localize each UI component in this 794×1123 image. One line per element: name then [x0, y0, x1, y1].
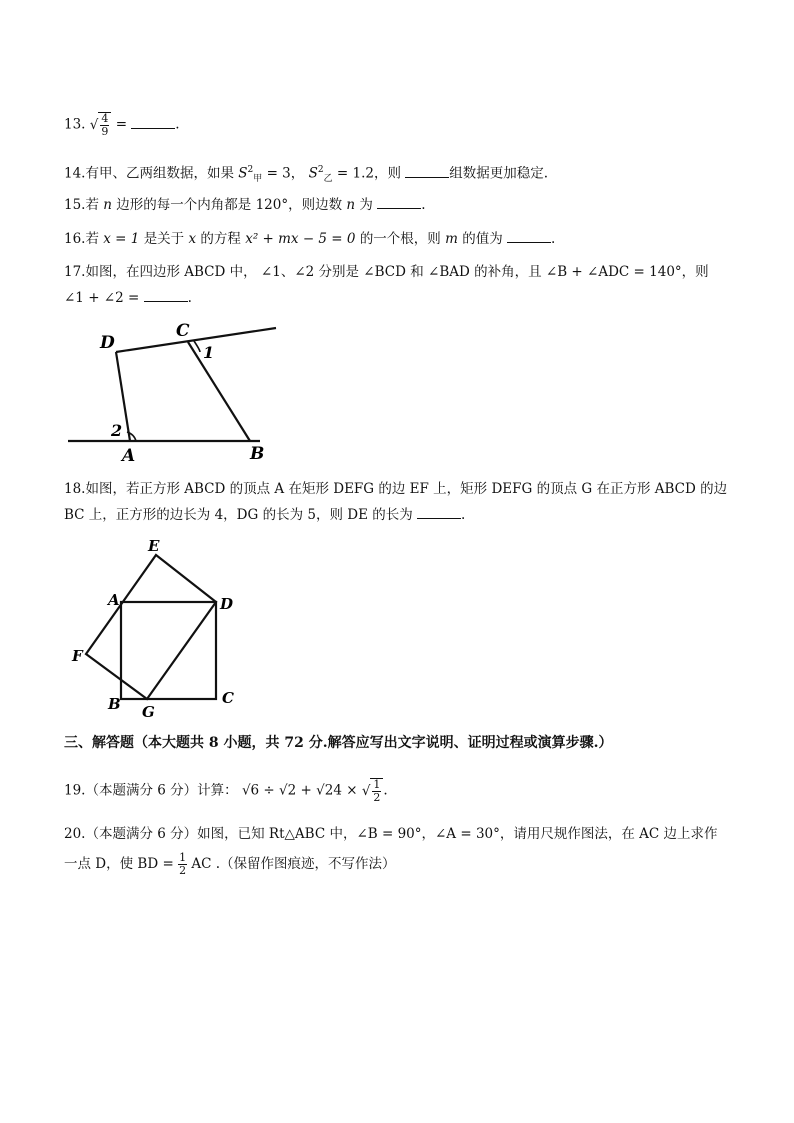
answer-blank[interactable]: [131, 114, 175, 129]
variance-exponent: 2: [247, 165, 254, 175]
label-angle-2: 2: [111, 421, 123, 440]
question-text: 一点 D，使 BD =: [64, 856, 174, 872]
side-cb: [188, 342, 250, 441]
label-a: A: [108, 591, 120, 609]
question-text-mid: 是关于: [143, 231, 185, 247]
fraction-numerator: 1: [179, 851, 187, 864]
label-f: F: [72, 647, 83, 665]
rectangle-defg: [86, 555, 216, 699]
question-text-end: AC .（保留作图痕迹，不写作法）: [191, 856, 396, 872]
answer-blank[interactable]: [417, 504, 461, 519]
question-text-end: 的值为: [462, 231, 503, 247]
question-text: 15.若: [64, 197, 99, 213]
radical-expression: √6 ÷ √2 + √24 ×: [241, 782, 358, 799]
fraction-denominator: 2: [373, 791, 381, 804]
answer-blank[interactable]: [377, 194, 421, 209]
variable-m: m: [445, 231, 458, 247]
question-text: 14.有甲、乙两组数据，如果: [64, 165, 234, 182]
equals-sign: =: [115, 116, 127, 133]
question-text-end: 为: [359, 197, 373, 213]
variance-value-1: = 3，: [266, 165, 305, 182]
question-17-line-1: 17.如图，在四边形 ABCD 中， ∠1、∠2 分别是 ∠BCD 和 ∠BAD 的补角，且 ∠B + ∠ADC = 140°，则: [64, 264, 709, 280]
variance-symbol: S: [238, 165, 248, 182]
period: .: [383, 782, 388, 799]
fraction-denominator: 9: [101, 125, 109, 138]
label-b: B: [250, 444, 265, 464]
question-17-line-2: ∠1 + ∠2 = .: [64, 286, 192, 310]
label-d: D: [220, 595, 234, 613]
variable-x: x: [188, 231, 197, 247]
question-text-mid: 边形的每一个内角都是 120°，则边数: [116, 197, 343, 213]
question-text: 16.若: [64, 231, 99, 247]
variance-value-2: = 1.2，则: [336, 165, 401, 182]
answer-blank[interactable]: [144, 287, 188, 302]
figure-17-quadrilateral: [64, 318, 284, 468]
quadratic-equation: x² + mx − 5 = 0: [245, 231, 356, 247]
label-angle-1: 1: [203, 343, 215, 362]
question-text-mid: 的方程: [200, 231, 241, 247]
question-text: 19.（本题满分 6 分）计算：: [64, 782, 238, 799]
sqrt-expression: √ $\frac{4}{9}$: [90, 112, 112, 138]
question-18-line-2: BC 上，正方形的边长为 4，DG 的长为 5，则 DE 的长为 .: [64, 503, 465, 527]
label-e: E: [148, 537, 160, 555]
variable-n: n: [346, 197, 356, 213]
label-c: C: [176, 321, 190, 341]
question-text: ∠1 + ∠2 =: [64, 290, 140, 306]
question-14: 14.有甲、乙两组数据，如果 $S^2_甲 = 3$， $S^2_乙 = 1.2$，则 组数据更加稳定.: [64, 158, 548, 191]
answer-blank[interactable]: [405, 163, 449, 178]
label-g: G: [142, 703, 155, 721]
question-19: [64, 778, 388, 804]
group-jia-subscript: 甲: [253, 174, 263, 185]
question-text-end: 组数据更加稳定.: [449, 165, 549, 182]
question-20-line-1: 20.（本题满分 6 分）如图，已知 Rt△ABC 中，∠B = 90°，∠A = 30°，请用尺规作图法，在 AC 边上求作: [64, 826, 718, 842]
fraction-denominator: 2: [179, 864, 187, 877]
sqrt-fraction: √ $\frac{1}{2}$: [362, 778, 384, 804]
variable-n: n: [103, 197, 112, 213]
group-yi-subscript: 乙: [323, 174, 333, 185]
section-heading: 三、解答题（本大题共 8 小题，共 72 分.解答应写出文字说明、证明过程或演算步骤.）: [64, 735, 613, 751]
expression-x-equals-1: x = 1: [103, 231, 140, 247]
square-abcd: [121, 602, 216, 699]
question-text: BC 上，正方形的边长为 4，DG 的长为 5，则 DE 的长为: [64, 507, 413, 523]
question-text-mid: 的一个根，则: [359, 231, 441, 247]
label-c: C: [222, 689, 234, 707]
fraction-numerator: 4: [101, 112, 109, 125]
label-b: B: [108, 695, 121, 713]
question-20-line-2: [64, 852, 396, 877]
answer-blank[interactable]: [507, 228, 551, 243]
question-13: 13. √ $\frac{4}{9}$ = .: [64, 112, 180, 138]
fraction-numerator: 1: [373, 778, 381, 791]
line-through-d-c: [116, 328, 276, 352]
fraction-one-half: [178, 852, 187, 877]
question-number: 13.: [64, 116, 86, 133]
figure-18-square-rectangle: [64, 535, 254, 725]
question-18-line-1: 18.如图，若正方形 ABCD 的顶点 A 在矩形 DEFG 的边 EF 上，矩形 DEFG 的顶点 G 在正方形 ABCD 的边: [64, 481, 728, 497]
label-d: D: [100, 333, 115, 353]
label-a: A: [122, 446, 136, 466]
question-15: 15.若 n 边形的每一个内角都是 120°，则边数 n 为 .: [64, 193, 425, 217]
angle-1-arc: [194, 341, 200, 352]
question-16: 16.若 x = 1 是关于 x 的方程 x² + mx − 5 = 0 的一个根，则 m 的值为 .: [64, 227, 555, 251]
